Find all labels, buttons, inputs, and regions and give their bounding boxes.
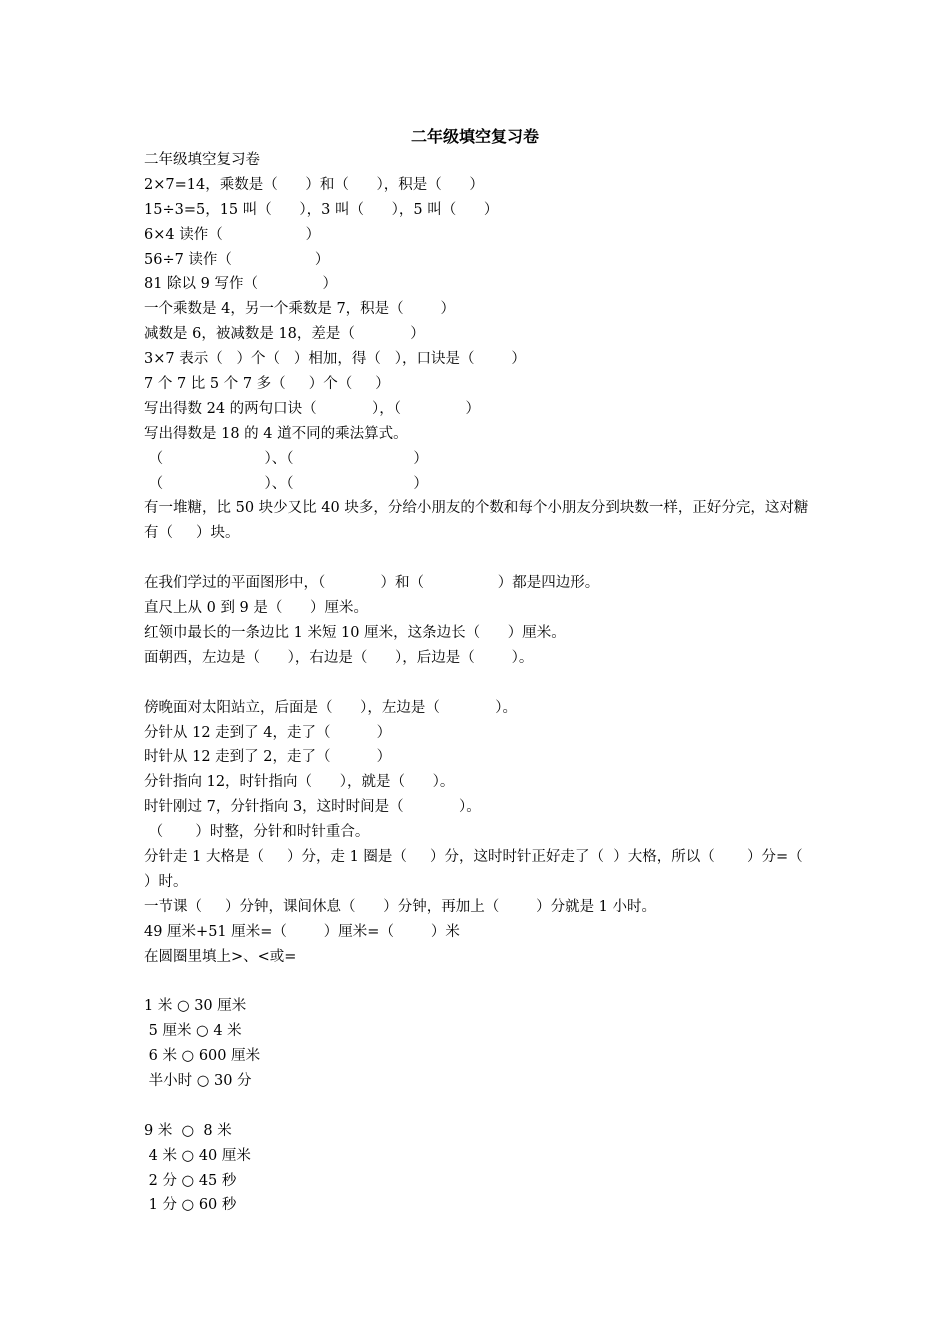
spacer [144, 671, 814, 696]
question-line: 写出得数 24 的两句口诀（ ），（ ） [144, 400, 481, 417]
comparison-line: 4 米 ○ 40 厘米 [144, 1147, 251, 1164]
question-paragraph: 有一堆糖，比 50 块少又比 40 块多，分给小朋友的个数和每个小朋友分到块数一样，正好分完，这对糖有（ ）块。 [144, 500, 809, 542]
comparison-line: 5 厘米 ○ 4 米 [144, 1023, 242, 1040]
question-line: 分针从 12 走到了 4，走了（ ） [144, 724, 392, 741]
comparison-line: 半小时 ○ 30 分 [144, 1073, 252, 1090]
question-line: 一个乘数是 4，另一个乘数是 7，积是（ ） [144, 301, 456, 318]
question-line: 红领巾最长的一条边比 1 米短 10 厘米，这条边长（ ）厘米。 [144, 624, 566, 641]
spacer [144, 1094, 814, 1119]
question-line: 时针从 12 走到了 2，走了（ ） [144, 749, 392, 766]
question-line: （ ）时整，分针和时针重合。 [144, 824, 370, 841]
question-line: 6×4 读作（ ） [144, 226, 321, 243]
question-line: 傍晚面对太阳站立，后面是（ ），左边是（ ）。 [144, 699, 517, 716]
question-paragraph: 分针走 1 大格是（ ）分，走 1 圈是（ ）分，这时时针正好走了（ ）大格，所以（ ）分=（ ）时。 [144, 848, 826, 890]
question-line: 7 个 7 比 5 个 7 多（ ）个（ ） [144, 376, 390, 393]
spacer [144, 546, 814, 571]
question-line: 写出得数是 18 的 4 道不同的乘法算式。 [144, 425, 408, 442]
answer-blank-line: （ ）、（ ） [144, 475, 428, 492]
question-line: 15÷3=5，15 叫（ ），3 叫（ ），5 叫（ ） [144, 201, 499, 218]
document-body [144, 148, 826, 1218]
answer-blank-line: （ ）、（ ） [144, 450, 428, 467]
question-line: 2×7=14，乘数是（ ）和（ ），积是（ ） [144, 176, 484, 193]
question-line: 时针刚过 7，分针指向 3，这时时间是（ ）。 [144, 799, 481, 816]
question-line: 在圆圈里填上>、<或= [144, 948, 297, 965]
question-line: 直尺上从 0 到 9 是（ ）厘米。 [144, 600, 369, 617]
comparison-line: 9 米 ○ 8 米 [144, 1122, 232, 1139]
comparison-line: 1 分 ○ 60 秒 [144, 1197, 237, 1214]
question-line: 3×7 表示（ ）个（ ）相加，得（ ），口诀是（ ） [144, 351, 526, 368]
subtitle-line: 二年级填空复习卷 [144, 152, 260, 168]
comparison-line: 2 分 ○ 45 秒 [144, 1172, 237, 1189]
spacer [144, 969, 814, 994]
comparison-line: 6 米 ○ 600 厘米 [144, 1048, 261, 1065]
document-title: 二年级填空复习卷 [410, 127, 539, 146]
question-line: 面朝西，左边是（ ），右边是（ ），后边是（ ）。 [144, 649, 534, 666]
question-line: 分针指向 12，时针指向（ ），就是（ ）。 [144, 774, 455, 791]
question-line: 49 厘米+51 厘米=（ ）厘米=（ ）米 [144, 923, 460, 940]
question-line: 81 除以 9 写作（ ） [144, 276, 338, 293]
comparison-line: 1 米 ○ 30 厘米 [144, 998, 247, 1015]
question-line: 56÷7 读作（ ） [144, 251, 330, 268]
question-line: 在我们学过的平面图形中，（ ）和（ ）都是四边形。 [144, 575, 600, 592]
question-line: 一节课（ ）分钟，课间休息（ ）分钟，再加上（ ）分就是 1 小时。 [144, 898, 657, 915]
question-line: 减数是 6，被减数是 18，差是（ ） [144, 326, 425, 343]
